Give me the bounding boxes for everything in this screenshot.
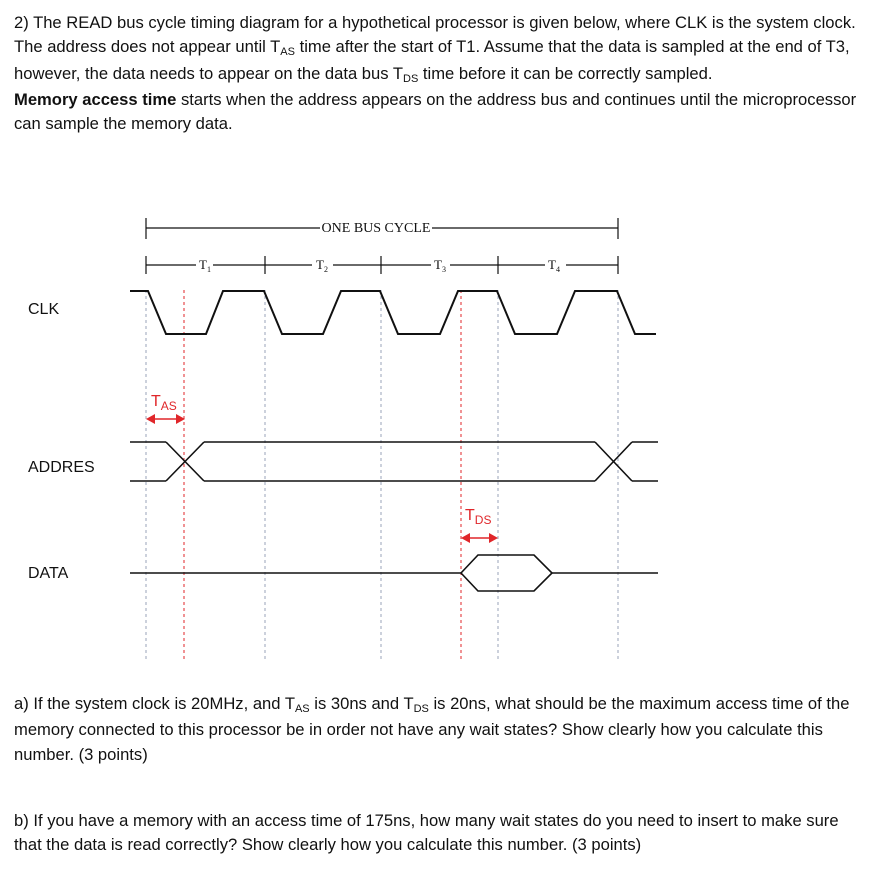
tds-label: $T_{DS}$ xyxy=(465,507,492,527)
t-state-2: $T_2$ xyxy=(316,257,328,274)
signal-label-data: DATA xyxy=(28,565,69,582)
address-waveform xyxy=(130,442,658,481)
tds-arrow xyxy=(461,533,498,543)
definition-text: starts when the address appears on the address bus and continues until the microprocessor can sample the memory data. xyxy=(14,89,857,134)
tas-label: $T_{AS}$ xyxy=(151,393,177,413)
t-state-3: $T_3$ xyxy=(434,257,446,274)
clock-guides xyxy=(146,290,618,662)
signal-label-clk: CLK xyxy=(28,301,60,318)
data-waveform xyxy=(130,555,658,591)
question-part-a: a) If the system clock is 20MHz, and TAS is 30ns and TDS is 20ns, what should be the maximum access time of the memory connected to this processor be in order not have any wait states? Show clearly how you calculate this number. (3 points) xyxy=(14,694,850,764)
question-intro: 2) The READ bus cycle timing diagram for a hypothetical processor is given below, where CLK is the system clock. The address does not appear until TAS time after the start of T1. Assume that the data is sampled at the end of T3, however, the data needs to appear on the data bus TDS time before it can be correctly sampled. Memory access time starts when the address appears on the address bus and continues until the microprocessor can sample the memory data. xyxy=(14,13,857,134)
t-state-4: $T_4$ xyxy=(548,257,560,274)
clk-waveform xyxy=(130,291,656,334)
signal-label-address: ADDRES xyxy=(28,459,95,476)
t-state-1: $T_1$ xyxy=(199,257,211,274)
marker-guides xyxy=(184,290,461,662)
bus-cycle-label: ONE BUS CYCLE xyxy=(321,221,431,236)
question-part-b: b) If you have a memory with an access time of 175ns, how many wait states do you need to insert to make sure that the data is read correctly? Show clearly how you calculate this number. (3 points) xyxy=(14,811,839,855)
tas-arrow xyxy=(146,414,185,424)
definition-term: Memory access time xyxy=(14,89,177,109)
